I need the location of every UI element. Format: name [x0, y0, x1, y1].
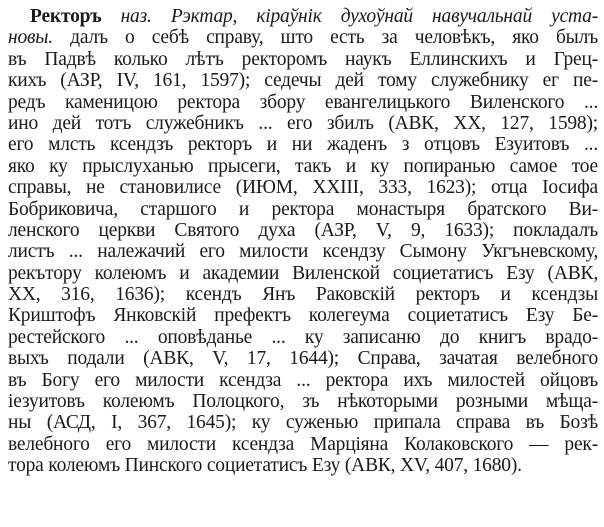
- entry-line: яко ку прыслуханью прысеги, такъ и ку попиранью самое тое: [8, 155, 598, 177]
- entry-line: ленского церкви Святого духа (АЗР, V, 9, 1633); покладалъ: [8, 219, 598, 241]
- entry-line: [8, 6, 598, 27]
- entry-line: рестейского ... оповѣданье ... ку записаню до книгъ врадо-: [8, 326, 598, 348]
- entry-line: ино дей тотъ служебникъ ... его збилъ (АВК, XX, 127, 1598);: [8, 112, 598, 134]
- definition-gloss-end: новы.: [8, 27, 53, 49]
- entry-line: тора колеюмъ Пинского социетатисъ Езу (АВК, XV, 407, 1680).: [8, 455, 522, 477]
- dictionary-entry: [8, 6, 598, 477]
- entry-line: въ Богу его милости ксендза ... ректора ихъ милостей ойцовъ: [8, 369, 598, 391]
- entry-line: велебного его милости ксендза Марціяна Колаковского — рек-: [8, 433, 598, 455]
- entry-line: кихъ (АЗР, IV, 161, 1597); седечы дей тому служебнику ег пе-: [8, 70, 598, 92]
- entry-line: въ Падвѣ колько лѣтъ ректоромъ наукъ Еллинскихъ и Грец-: [8, 48, 598, 70]
- citation-text: далъ о себѣ справу, што есть за человѣкъ, яко былъ: [70, 27, 598, 49]
- definition-gloss: Рэктар, кіраўнік духоўнай навучальнай уста-: [170, 6, 598, 27]
- headword: Ректоръ: [30, 6, 102, 27]
- entry-line: XX, 316, 1636); ксендъ Янъ Раковскій ректоръ и ксендзы: [8, 284, 598, 306]
- entry-line: ны (АСД, I, 367, 1645); ку суженью припала справа въ Бозѣ: [8, 412, 598, 434]
- entry-line: [8, 27, 598, 48]
- entry-line: Криштофъ Янковскій префектъ колегеума социетатисъ Езу Бе-: [8, 305, 598, 327]
- grammar-label: наз.: [120, 6, 152, 27]
- entry-line: его млсть ксендзъ ректоръ и ни жаденъ з отцовъ Езуитовъ ...: [8, 134, 598, 156]
- entry-line: выхъ подали (АВК, V, 17, 1644); Справа, зачатая велебного: [8, 348, 598, 370]
- entry-line: редъ каменицою ректора збору евангелицького Виленского ...: [8, 91, 598, 113]
- entry-line: справы, не становилисе (ИЮМ, XXIII, 333, 1623); отца Іосифа: [8, 177, 598, 199]
- entry-line: іезуитовъ колеюмъ Полоцкого, зъ нѣкоторыми розными мѣща-: [8, 391, 598, 413]
- entry-line: рекътору колеюмъ и академии Виленской социетатисъ Езу (АВК,: [8, 262, 598, 284]
- entry-line: Бобриковича, старшого и ректора монастыря братского Ви-: [8, 198, 598, 220]
- entry-line: листъ ... належачий его милости ксендзу Сымону Укгъневскому,: [8, 241, 598, 263]
